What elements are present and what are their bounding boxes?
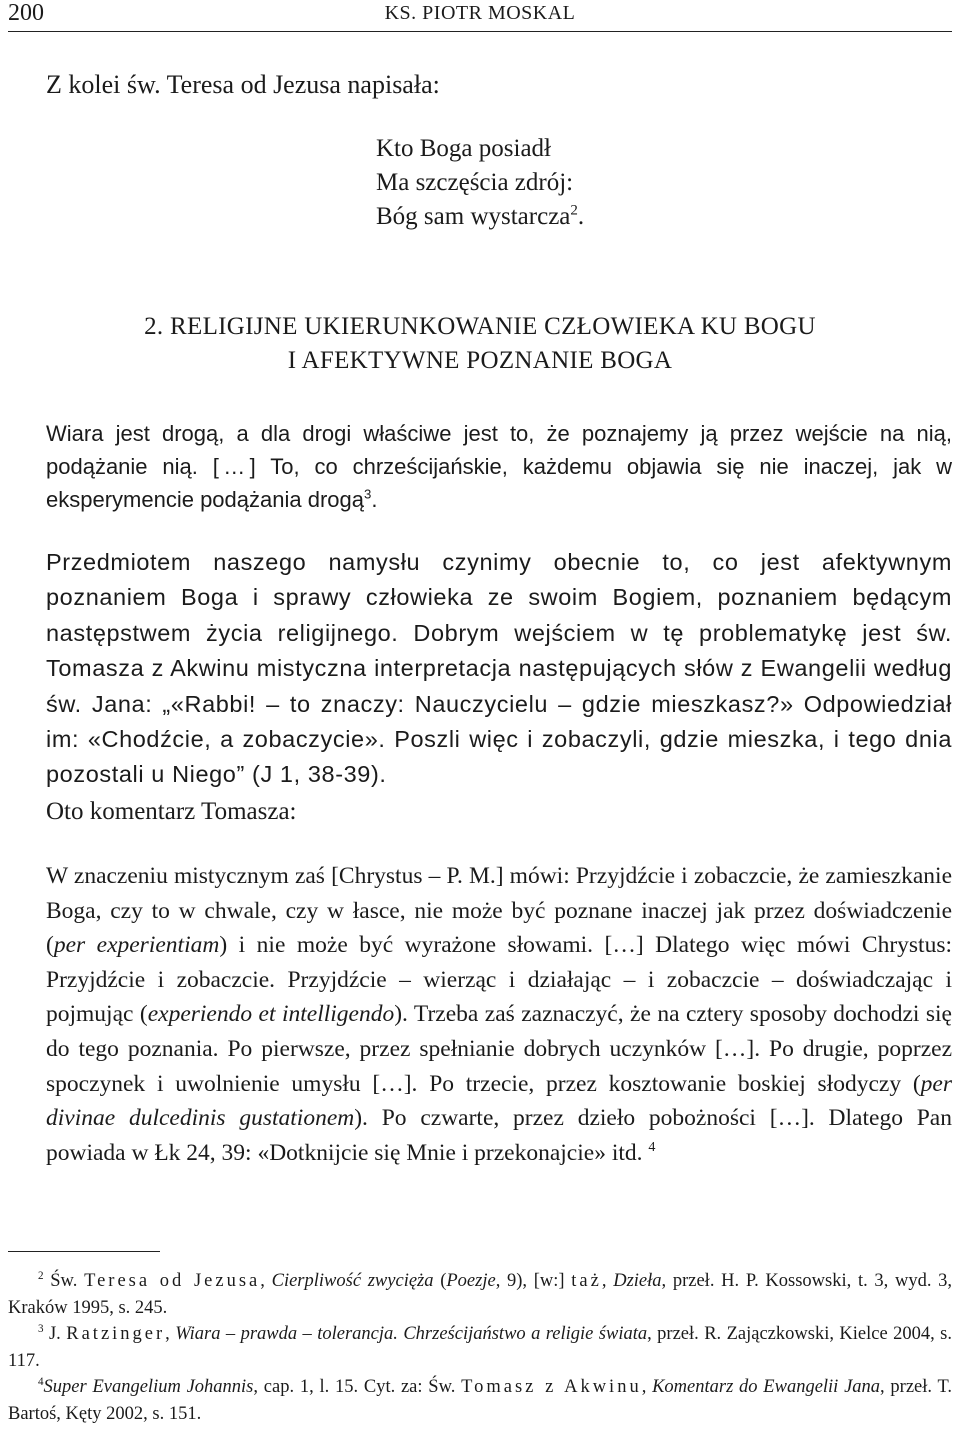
footnote-ref: 3 — [363, 486, 372, 502]
footnote-ref: 4 — [648, 1138, 656, 1155]
running-header — [8, 0, 952, 34]
poem-line: Ma szczęścia zdrój: — [376, 169, 574, 196]
footnote-2: $^2$ Św. Teresa od Jezusa, Cierpliwość zwycięża (Poezje, 9), [w:] taż, Dzieła, przeł. H. P. Kossowski, t. 3, wyd. 3, Kraków 1995, s. 245. — [8, 1269, 953, 1318]
running-title: KS. PIOTR MOSKAL — [384, 2, 576, 24]
poem-line: Bóg sam wystarcza$^2$. — [376, 202, 585, 230]
section-heading-line: 2. RELIGIJNE UKIERUNKOWANIE CZŁOWIEKA KU BOGU — [144, 313, 816, 340]
footnote-rule — [8, 1251, 160, 1252]
page-number: 200 — [8, 0, 44, 26]
intro-line: Z kolei św. Teresa od Jezusa napisała: — [46, 70, 440, 99]
poem-quote — [376, 132, 584, 234]
footnote-3: $^3$ J. Ratzinger, Wiara – prawda – tolerancja. Chrześcijaństwo a religie świata, przeł. R. Zajączkowski, Kielce 2004, s. 117. — [8, 1322, 952, 1371]
body-paragraph: Przedmiotem naszego namysłu czynimy obecnie to, co jest afektywnym poznaniem Boga i sprawy człowieka ze swoim Bogiem, poznaniem będącym następstwem życia religijnego. Dobrym wejściem w tę problematykę jest św. Tomasza z Akwinu mistyczna interpretacja następujących słów z Ewangelii według św. Jana: „«Rabbi! – to znaczy: Nauczycielu – gdzie mieszkasz?» Odpowiedział im: «Chodźcie, a zobaczycie». Poszli więc i zobaczyli, gdzie mieszka, i tego dnia pozostali u Niego” (J 1, 38-39). — [46, 549, 952, 788]
section-heading-line: I AFEKTYWNE POZNANIE BOGA — [287, 347, 673, 374]
poem-line: Kto Boga posiadł — [376, 135, 551, 162]
header-rule — [8, 31, 952, 32]
block-quote-ratzinger: Wiara jest drogą, a dla drogi właściwe jest to, że poznajemy ją przez wejście na nią, podążanie nią. [ … ] To, co chrześcijańskie, każdemu objawia się nie inaczej, jak w eksperymencie podążania drogą$^3$. — [46, 421, 952, 512]
commentary-intro: Oto komentarz Tomasza: — [46, 798, 297, 825]
block-quote-aquinas: W znaczeniu mistycznym zaś [Chrystus – P. M.] mówi: Przyjdźcie i zobaczcie, że zamieszkanie Boga, czy to w chwale, czy w łasce, nie może być poznane inaczej jak przez doświadczenie (per experientiam) i nie może być wyrażone słowami. […] Dlatego więc mówi Chrystus: Przyjdźcie i zobaczcie. Przyjdźcie – wierząc i działając – i zobaczcie – doświadczając i pojmując (experiendo et intelligendo). Trzeba zaś zaznaczyć, że na cztery sposoby dochodzi się do tego poznania. Po pierwsze, przez spełnianie dobrych uczynków […]. Po drugie, poprzez spoczynek i uwolnienie umysłu […]. Po trzecie, przez kosztowanie boskiej słodyczy (per divinae dulcedinis gustationem). Po czwarte, przez dzieło pobożności […]. Dlatego Pan powiada w Łk 24, 39: «Dotknijcie się Mnie i przekonajcie» itd. $^4$ — [46, 863, 952, 1166]
section-heading — [0, 310, 960, 378]
footnote-4: $^4$Super Evangelium Johannis, cap. 1, l. 15. Cyt. za: Św. Tomasz z Akwinu, Komentarz do Ewangelii Jana, przeł. T. Bartoś, Kęty 2002, s. 151. — [8, 1375, 952, 1424]
footnote-ref: 2 — [570, 202, 578, 219]
footnotes — [8, 1268, 952, 1427]
